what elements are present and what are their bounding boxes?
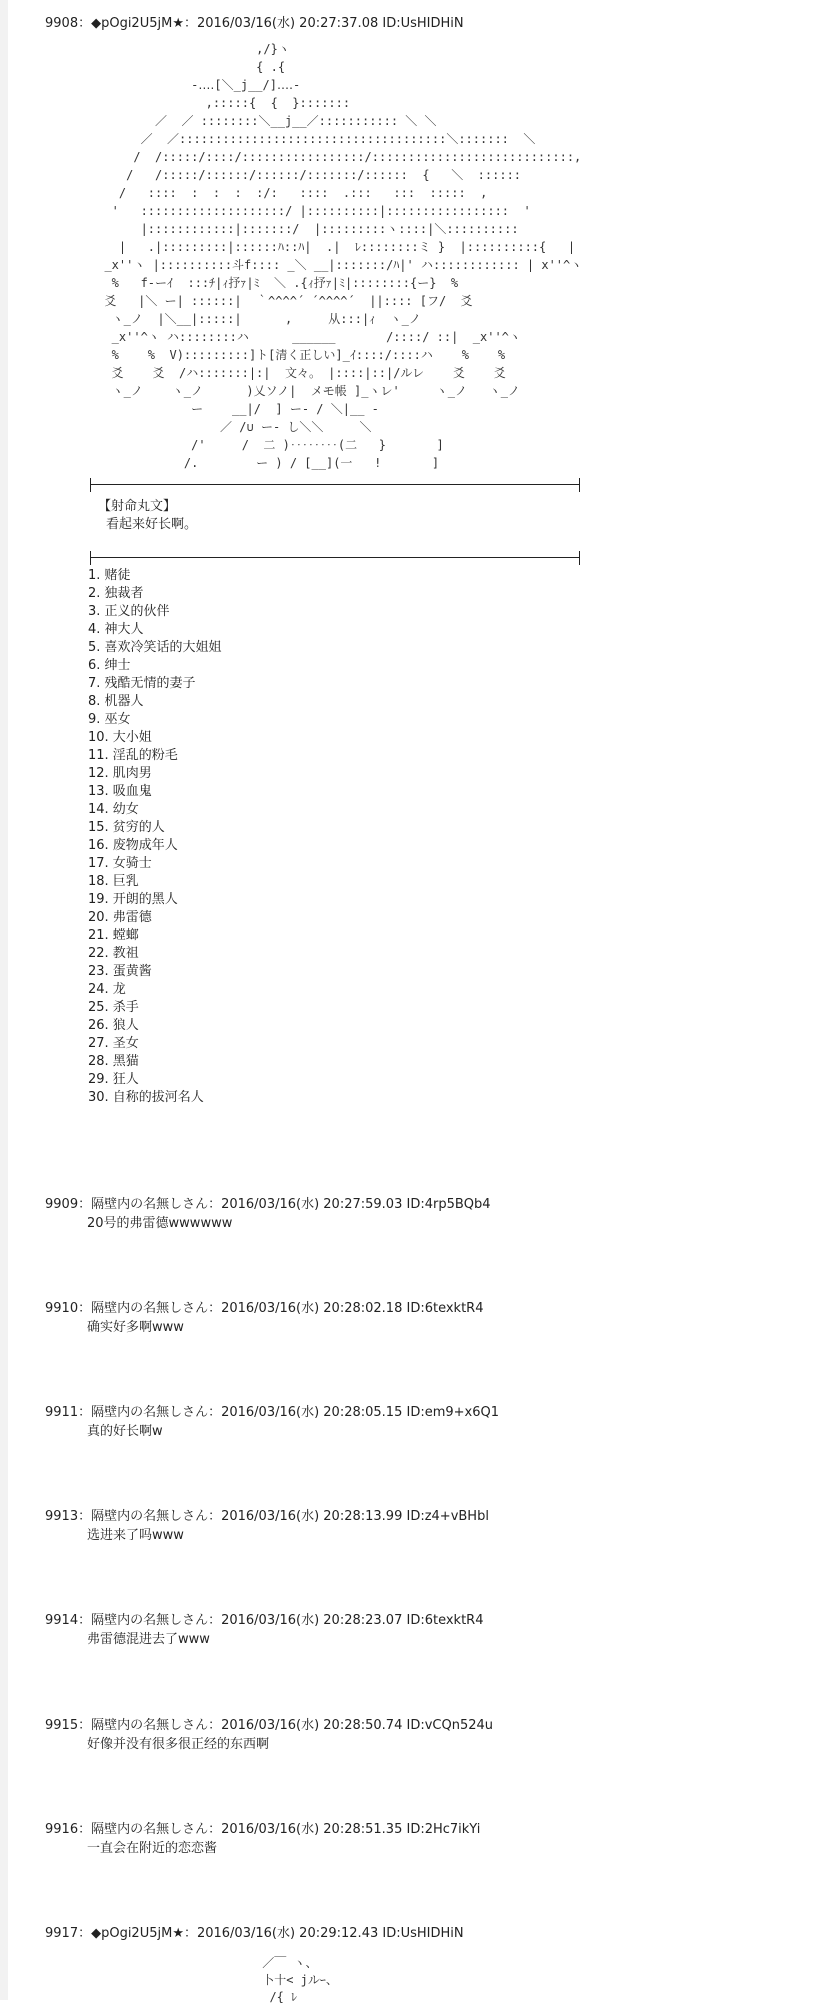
ranking-item: 3. 正义的伙伴 [88, 604, 170, 619]
post-header-9916: 9916：隔壁内の名無しさん：2016/03/16(水) 20:28:51.35 ID:2Hc7ikYi [45, 1822, 481, 1837]
left-margin-bar [0, 0, 8, 2000]
post-header-9908: 9908：◆pOgi2U5jM★：2016/03/16(水) 20:27:37.08 ID:UsHIDHiN [45, 16, 464, 31]
dialogue-divider-top [90, 478, 580, 492]
post-header-9910: 9910：隔壁内の名無しさん：2016/03/16(水) 20:28:02.18 ID:6texktR4 [45, 1301, 484, 1316]
ranking-item: 9. 巫女 [88, 712, 131, 727]
ranking-item: 8. 机器人 [88, 694, 144, 709]
ranking-item: 6. 绅士 [88, 658, 131, 673]
post-header-9914: 9914：隔壁内の名無しさん：2016/03/16(水) 20:28:23.07 ID:6texktR4 [45, 1613, 484, 1628]
post-header-9917: 9917：◆pOgi2U5jM★：2016/03/16(水) 20:29:12.43 ID:UsHIDHiN [45, 1926, 464, 1941]
post-body-9913: 选进来了吗www [87, 1528, 184, 1543]
ranking-item: 2. 独裁者 [88, 586, 144, 601]
ranking-item: 21. 螳螂 [88, 928, 139, 943]
ranking-item: 11. 淫乱的粉毛 [88, 748, 178, 763]
ranking-item: 5. 喜欢冷笑话的大姐姐 [88, 640, 222, 655]
post-header-9915: 9915：隔壁内の名無しさん：2016/03/16(水) 20:28:50.74 ID:vCQn524u [45, 1718, 493, 1733]
ranking-item: 26. 狼人 [88, 1018, 139, 1033]
ranking-item: 15. 贫穷的人 [88, 820, 165, 835]
ranking-item: 4. 神大人 [88, 622, 144, 637]
ranking-item: 1. 赌徒 [88, 568, 131, 583]
dialogue-divider-bottom [90, 551, 580, 565]
ranking-item: 7. 残酷无情的妻子 [88, 676, 196, 691]
speaker-name: 【射命丸文】 [98, 499, 177, 514]
post-header-9909: 9909：隔壁内の名無しさん：2016/03/16(水) 20:27:59.03 ID:4rp5BQb4 [45, 1197, 491, 1212]
ranking-item: 17. 女骑士 [88, 856, 152, 871]
ranking-item: 12. 肌肉男 [88, 766, 152, 781]
ranking-item: 28. 黑猫 [88, 1054, 139, 1069]
ranking-item: 29. 狂人 [88, 1072, 139, 1087]
ascii-art-aya: ,/}ヽ { .{ -‥‥[＼_j__/]‥‥- ,:::::{ { }::::::: ／ ／ ::::::::＼__j__／::::::::::: ＼ ＼ ／ ／:::::::::::::::::::::::::::::::::::::＼::::::: ＼ / /:::::/::::/:::::::::::::::::/::::::::::::::::::::::::::::, / /:::::/::::::/::::::/:::::::/:::::: { ＼ :::::: / :::: : : : :/: :::: .::: ::: ::::: , ' ::::::::::::::::::::/ |::::::::::|::::::::::::::::: ' |::::::::::::|:::::::/ |:::::::::ヽ::::|＼:::::::::: | .|:::::::::|::::::ﾊ::ﾊ| .| ﾚ::::::::ミ } |::::::::::{ | _x''ヽ |::::::::::斗f:::: _＼ __|:::::::/ﾊ|' ハ:::::::::::: | x''^ヽ % f-ーｲ :::ﾁ|ｨ抒ｧ|ﾐ ＼ .{ｨ抒ｧ|ﾐ|::::::::{ー} % 爻 |＼ ー| ::::::| ｀^^^^´ ´^^^^´ ||:::: [フ/ 爻 ヽ_ノ |＼__|:::::| , 从:::|ｨ ヽ_ノ _x''^ヽ ハ::::::::ハ ______ /::::/ ::| _x''^ヽ % % V):::::::::]ト[清く正しい]_ｲ::::/::::ハ % % 爻 爻 /ハ:::::::|:| 文々。 |::::|::|/ルレ 爻 爻 ヽ_ノ ヽ_ノ )乂ソノ| メモ帳 ]_ヽレ' ヽ_ノ ヽ_ノ ー __|/ ] ー- / ＼|__ - ／ /∪ ー- し＼＼ ＼ /' / 二 )‥‥‥‥(二 } ] /. ー ) / [__](一 ! ] [104, 42, 583, 470]
post-body-9915: 好像并没有很多很正经的东西啊 [87, 1737, 270, 1752]
ranking-item: 20. 弗雷德 [88, 910, 152, 925]
speech-text: 看起来好长啊。 [106, 517, 198, 532]
ranking-item: 23. 蛋黄酱 [88, 964, 152, 979]
ranking-item: 16. 废物成年人 [88, 838, 178, 853]
ranking-item: 24. 龙 [88, 982, 126, 997]
ranking-item: 25. 杀手 [88, 1000, 139, 1015]
post-body-9911: 真的好长啊w [87, 1424, 163, 1439]
post-body-9910: 确实好多啊www [87, 1320, 184, 1335]
post-header-9913: 9913：隔壁内の名無しさん：2016/03/16(水) 20:28:13.99 ID:z4+vBHbl [45, 1509, 489, 1524]
post-body-9909: 20号的弗雷德wwwwww [87, 1216, 233, 1231]
ranking-list [88, 567, 222, 1107]
post-body-9914: 弗雷德混进去了www [87, 1632, 210, 1647]
ascii-art-partial: ／￣ ヽ、 卜十< jルｰ、 /{ ﾚ [262, 1956, 338, 2004]
post-header-9911: 9911：隔壁内の名無しさん：2016/03/16(水) 20:28:05.15 ID:em9+x6Q1 [45, 1405, 499, 1420]
ranking-item: 14. 幼女 [88, 802, 139, 817]
ranking-item: 19. 开朗的黑人 [88, 892, 178, 907]
ranking-item: 18. 巨乳 [88, 874, 139, 889]
post-body-9916: 一直会在附近的恋恋酱 [87, 1841, 218, 1856]
ranking-item: 30. 自称的拔河名人 [88, 1090, 204, 1105]
ranking-item: 27. 圣女 [88, 1036, 139, 1051]
ranking-item: 22. 教祖 [88, 946, 139, 961]
ranking-item: 10. 大小姐 [88, 730, 152, 745]
ranking-item: 13. 吸血鬼 [88, 784, 152, 799]
